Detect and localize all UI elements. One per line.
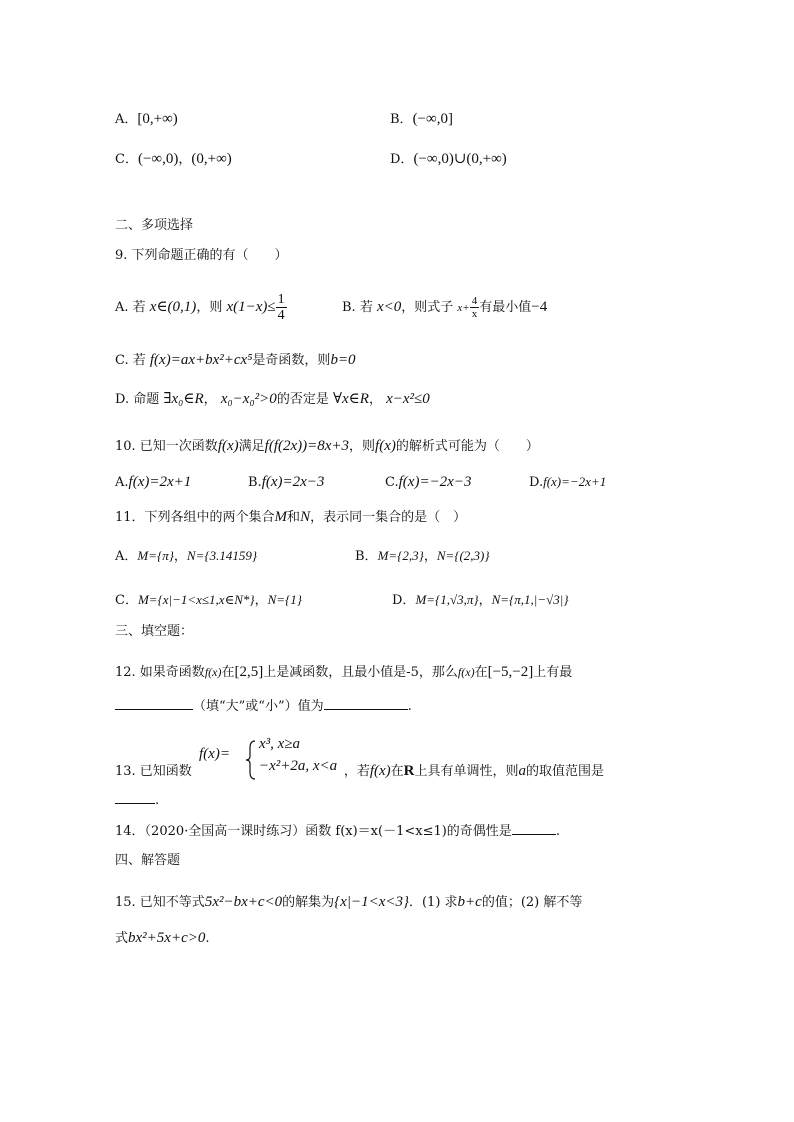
math: f(x) xyxy=(204,665,222,679)
math: x₀−x₀²>0 xyxy=(220,391,277,407)
math: f(x)=2x+1 xyxy=(128,474,192,490)
option-label: C. 若 xyxy=(115,353,146,368)
math: N xyxy=(300,509,311,525)
option-label: B． xyxy=(390,112,413,127)
text: ，若 xyxy=(343,764,370,779)
math: x∈(0,1) xyxy=(149,299,197,315)
option-label: B. 若 xyxy=(342,300,373,315)
text: 在 xyxy=(390,764,404,779)
text: 的解析式可能为（ ） xyxy=(395,439,539,454)
math: f(x) xyxy=(217,438,239,454)
math: f(x)=−2x+1 xyxy=(543,474,607,489)
text: ，则 xyxy=(196,300,223,315)
math: f(x)=−2x−3 xyxy=(398,474,472,490)
q11-option-b xyxy=(355,547,490,566)
text: 有最小值 xyxy=(479,300,532,315)
q10-option-d xyxy=(529,473,606,492)
option-math: (−∞,0) xyxy=(137,151,179,167)
q12-line-1 xyxy=(115,663,572,682)
math: ∀x∈R xyxy=(332,391,369,407)
math: f(x)= xyxy=(199,746,230,762)
option-math: (0,+∞) xyxy=(191,151,232,167)
option-label: D． xyxy=(390,152,414,167)
text: ， xyxy=(203,392,217,407)
text: 的解集为 xyxy=(282,895,335,910)
math: b=0 xyxy=(330,352,356,368)
separator: ， xyxy=(173,549,187,564)
math: M xyxy=(274,509,288,525)
math: f(x)=ax+bx²+cx⁵ xyxy=(149,352,253,368)
answer-blank[interactable] xyxy=(115,791,155,804)
numerator: 1 xyxy=(277,292,285,307)
option-label: A． xyxy=(115,549,138,564)
math: b+c xyxy=(457,894,482,910)
text: 14．（2020·全国高一课时练习）函数 f(x)＝x(－1<x≤1)的奇偶性是 xyxy=(115,824,512,839)
option-label: D. 命题 xyxy=(115,392,160,407)
math: f(f(2x))=8x+3 xyxy=(264,438,350,454)
q11-option-d xyxy=(392,591,569,610)
numerator: 4 xyxy=(471,295,478,307)
q10-option-a xyxy=(115,473,191,492)
option-label: A. xyxy=(115,475,129,490)
q15-line-2 xyxy=(115,929,210,948)
q15-line-1 xyxy=(115,893,582,912)
answer-blank[interactable] xyxy=(512,822,556,835)
math: x(1−x)≤ xyxy=(226,299,276,315)
text: （填“大”或“小”）值为 xyxy=(193,699,324,714)
text: . xyxy=(555,824,560,839)
q12-line-2 xyxy=(115,697,412,716)
math: [−5,−2] xyxy=(487,664,534,680)
text: 上是减函数，且最小值是-5，那么 xyxy=(263,665,458,680)
denominator: x xyxy=(471,308,478,320)
text: ，表示同一集合的是（ ） xyxy=(310,510,467,525)
q10-option-b xyxy=(248,473,324,492)
q13-line-1 xyxy=(115,762,604,781)
section-heading-4: 四、解答题 xyxy=(115,853,181,868)
text: 13. 已知函数 xyxy=(115,764,192,779)
option-label: B. xyxy=(248,475,262,490)
text: 是奇函数，则 xyxy=(252,353,331,368)
q11-option-c xyxy=(115,591,302,610)
text: 和 xyxy=(287,510,301,525)
text: 11．下列各组中的两个集合 xyxy=(115,510,275,525)
text: . xyxy=(155,793,160,808)
q11-option-a xyxy=(115,547,257,566)
math: −4 xyxy=(531,299,548,315)
separator: ， xyxy=(178,152,192,167)
text: 的否定是 xyxy=(276,392,329,407)
option-label: D． xyxy=(392,593,416,608)
denominator: 4 xyxy=(277,308,285,323)
text: 上具有单调性，则 xyxy=(414,764,519,779)
math: x<0 xyxy=(376,299,402,315)
math: −x²+2a, x<a xyxy=(259,758,338,774)
q10-option-c xyxy=(385,473,471,492)
math: [2,5] xyxy=(234,664,264,680)
option-label: C． xyxy=(115,593,138,608)
math: N={(2,3)} xyxy=(436,548,490,563)
text: 的取值范围是 xyxy=(526,764,605,779)
option-label: C. xyxy=(385,475,399,490)
option-math: (−∞,0] xyxy=(412,111,453,127)
math: N={3.14159} xyxy=(186,548,258,563)
option-label: C． xyxy=(115,152,138,167)
text: 在 xyxy=(474,665,488,680)
text: 式 xyxy=(115,931,129,946)
text: 15. 已知不等式 xyxy=(115,895,205,910)
text: 10. 已知一次函数 xyxy=(115,439,218,454)
math: x−x²≤0 xyxy=(386,391,430,407)
math: R xyxy=(403,763,415,779)
math: x³, x≥a xyxy=(259,736,301,752)
answer-blank[interactable] xyxy=(115,697,193,710)
text: 上有最 xyxy=(533,665,573,680)
q13-line-2 xyxy=(115,791,159,810)
text: ．(1) 求 xyxy=(408,895,458,910)
math: f(x) xyxy=(369,763,391,779)
option-label: A. 若 xyxy=(115,300,146,315)
q9-stem: 9. 下列命题正确的有（ ） xyxy=(115,248,288,263)
q8-option-b xyxy=(390,110,453,129)
answer-blank[interactable] xyxy=(324,697,408,710)
option-label: A． xyxy=(115,112,138,127)
math: {x|−1<x<3} xyxy=(334,894,409,910)
separator: ， xyxy=(478,593,492,608)
q8-option-a xyxy=(115,110,178,129)
text: . xyxy=(205,931,210,946)
text: 在 xyxy=(221,665,235,680)
text: ，则式子 xyxy=(401,300,454,315)
section-heading-3: 三、填空题： xyxy=(115,624,194,639)
text: ， xyxy=(368,392,382,407)
math: N={π,1,|−√3|} xyxy=(491,592,569,607)
text: . xyxy=(407,699,412,714)
text: 的值；(2) 解不等 xyxy=(481,895,583,910)
q9-option-c xyxy=(115,351,356,370)
math: 5x²−bx+c<0 xyxy=(204,894,283,910)
math: f(x) xyxy=(457,665,475,679)
option-math: [0,+∞) xyxy=(137,111,178,127)
math: f(x) xyxy=(375,438,396,454)
q14-stem xyxy=(115,822,560,841)
option-math: (−∞,0)∪(0,+∞) xyxy=(413,151,507,167)
q8-option-d xyxy=(390,150,507,169)
q10-stem xyxy=(115,437,539,456)
section-heading-2: 二、多项选择 xyxy=(115,218,194,233)
text: 12. 如果奇函数 xyxy=(115,665,205,680)
q9-option-b xyxy=(342,290,547,325)
q9-option-d xyxy=(115,390,430,409)
math: M={π} xyxy=(137,548,174,563)
separator: ， xyxy=(254,593,268,608)
math: M={2,3} xyxy=(377,548,424,563)
option-label: B． xyxy=(355,549,378,564)
option-label: D. xyxy=(529,475,544,490)
q9-option-a xyxy=(115,290,287,325)
math: a xyxy=(518,763,527,779)
math: M={1,√3,π} xyxy=(415,592,479,607)
math: M={x|−1<x≤1,x∈N*} xyxy=(137,592,255,607)
q11-stem xyxy=(115,508,466,527)
math: bx²+5x+c>0 xyxy=(128,930,206,946)
math: N={1} xyxy=(267,592,302,607)
q8-option-c xyxy=(115,150,232,169)
fraction xyxy=(276,292,287,323)
math: ∃x₀∈R xyxy=(163,391,204,407)
math: f(x)=2x−3 xyxy=(261,474,325,490)
math: x+ xyxy=(457,302,470,314)
fraction xyxy=(470,295,480,320)
separator: ， xyxy=(423,549,437,564)
text: 满足 xyxy=(238,439,265,454)
text: ，则 xyxy=(349,439,376,454)
